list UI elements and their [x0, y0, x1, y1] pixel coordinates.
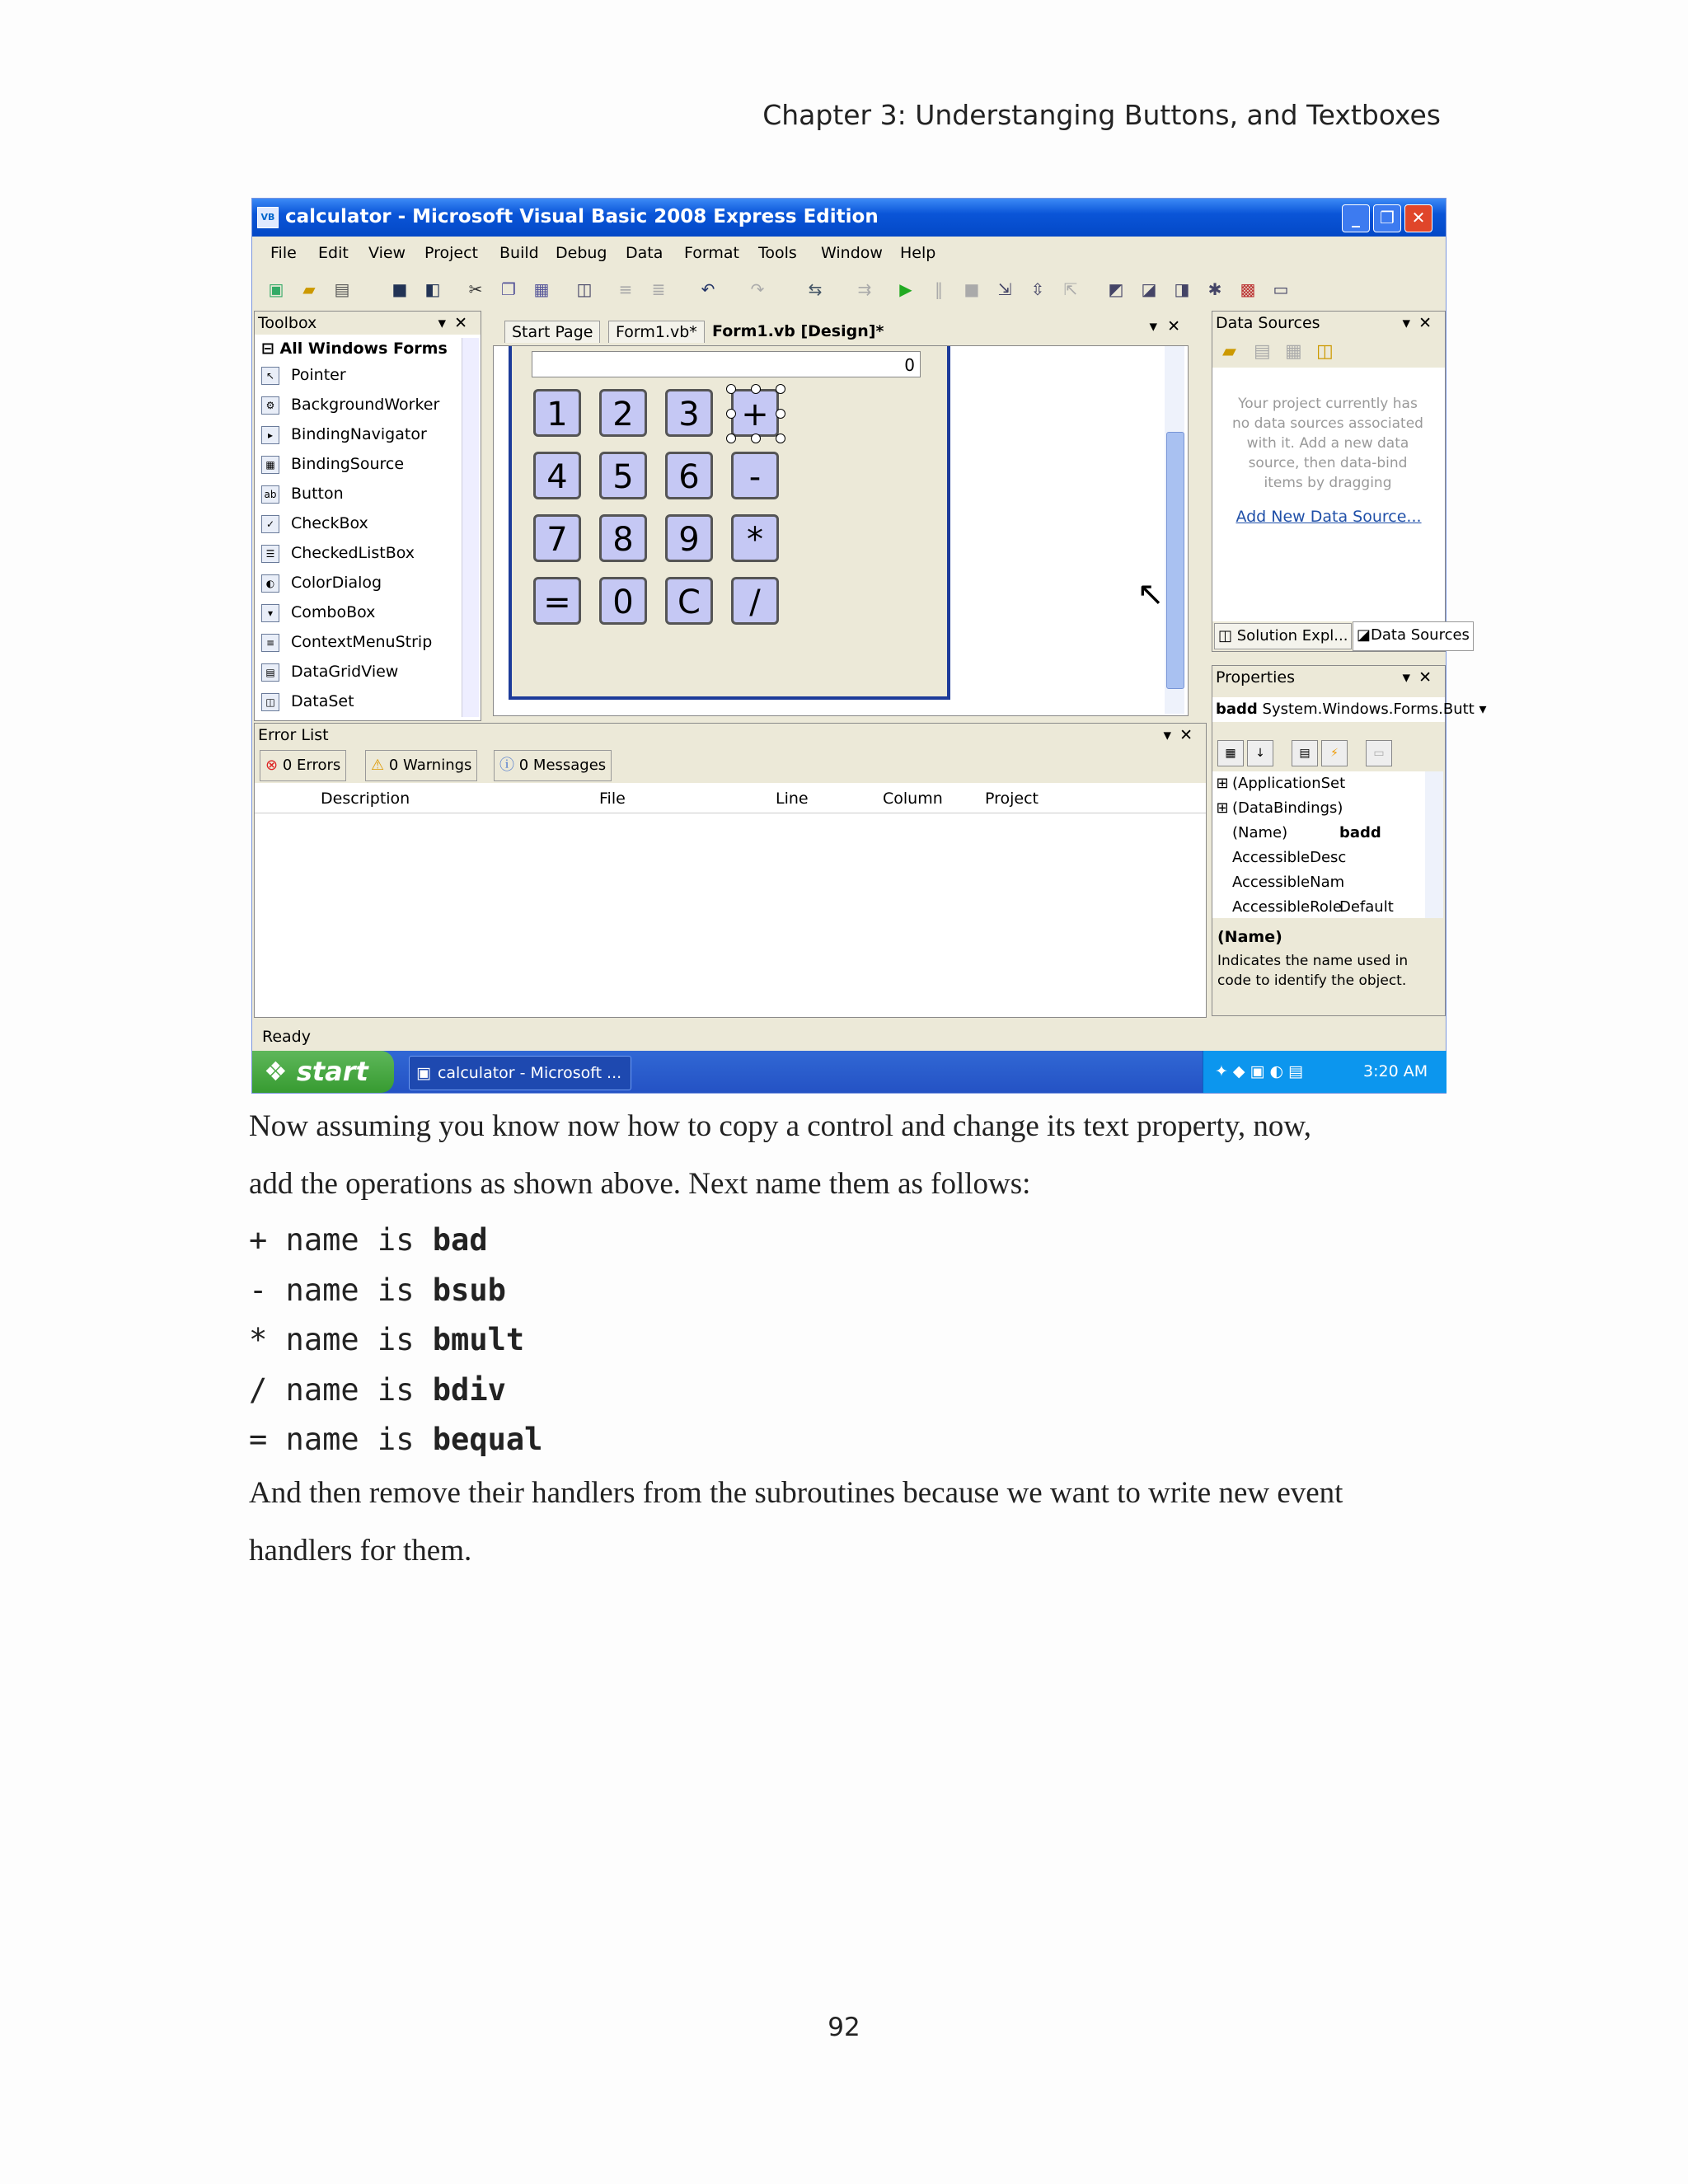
running-header: Chapter 3: Understanging Buttons, and Textboxes: [762, 99, 1441, 131]
designer-area: [485, 311, 1208, 719]
start-page-icon[interactable]: ▭: [1273, 279, 1289, 299]
error-list-header: [255, 724, 1206, 747]
column-line[interactable]: Line: [776, 790, 809, 808]
panel-controls[interactable]: ▾✕: [1402, 314, 1440, 332]
vb-app-icon: VB: [257, 207, 279, 228]
pointer-icon: ↖: [261, 367, 279, 385]
button-equals[interactable]: =: [533, 577, 581, 625]
add-item-icon[interactable]: ▤: [334, 279, 350, 299]
property-row[interactable]: ⊞ (ApplicationSet: [1216, 775, 1346, 792]
page-number: 92: [828, 2013, 860, 2042]
object-selector[interactable]: badd System.Windows.Forms.Butt ▾: [1212, 697, 1445, 722]
designer-tab-controls[interactable]: ▾✕: [1149, 317, 1190, 335]
save-all-icon[interactable]: ◧: [424, 279, 441, 299]
menu-help[interactable]: Help: [900, 244, 936, 262]
button-subtract[interactable]: -: [731, 452, 779, 499]
dataset-icon: ◫: [261, 693, 279, 711]
windows-flag-icon: ❖: [264, 1056, 288, 1087]
bindingnavigator-icon: ▸: [261, 426, 279, 444]
property-pages-icon[interactable]: ▭: [1366, 740, 1392, 766]
column-file[interactable]: File: [599, 790, 626, 808]
button-1[interactable]: 1: [533, 389, 581, 437]
outdent-icon[interactable]: ≣: [651, 279, 666, 299]
minimize-button[interactable]: _: [1342, 204, 1370, 232]
events-icon[interactable]: ⚡: [1321, 740, 1348, 766]
save-icon[interactable]: ■: [392, 279, 408, 299]
tab-data-sources[interactable]: ◪Data Sources: [1353, 621, 1474, 651]
panel-controls[interactable]: ▾✕: [438, 314, 476, 332]
contextmenustrip-icon: ≡: [261, 634, 279, 652]
property-grid: [1212, 771, 1425, 918]
toolbox-item-backgroundworker[interactable]: ⚙ BackgroundWorker: [261, 391, 439, 419]
tab-form1-code[interactable]: Form1.vb*: [608, 321, 705, 343]
edit-dataset-icon[interactable]: ▤: [1254, 341, 1271, 362]
warnings-filter-button[interactable]: ⚠ 0 Warnings: [365, 750, 477, 781]
selection-handle[interactable]: [726, 434, 736, 443]
toolbox-scrollbar[interactable]: [462, 338, 479, 717]
find-in-files-icon[interactable]: ◩: [1108, 279, 1124, 299]
warning-icon: ⚠: [371, 757, 385, 774]
menu-window[interactable]: Window: [821, 244, 883, 262]
property-description-text: Indicates the name used in code to identify the object.: [1217, 953, 1409, 989]
button-8[interactable]: 8: [599, 514, 647, 562]
toolbar: [252, 269, 1446, 311]
toolbox-item-checkbox[interactable]: ✓ CheckBox: [261, 509, 368, 537]
status-bar: Ready: [262, 1028, 311, 1046]
menu-format[interactable]: Format: [684, 244, 739, 262]
button-clear[interactable]: C: [665, 577, 713, 625]
start-debug-icon[interactable]: ▶: [899, 279, 912, 299]
selection-handle[interactable]: [726, 409, 736, 419]
bindingsource-icon: ▦: [261, 456, 279, 474]
property-row[interactable]: AccessibleNam: [1232, 874, 1345, 891]
toolbox-item-datagridview[interactable]: ▤ DataGridView: [261, 658, 398, 686]
error-list-panel: [254, 723, 1207, 1018]
data-sources-icon: ◪: [1357, 626, 1372, 644]
toolbox-item-pointer[interactable]: ↖ Pointer: [261, 361, 346, 389]
form1-window: [509, 346, 950, 700]
data-sources-header: [1212, 312, 1445, 335]
start-button[interactable]: ❖ start: [252, 1051, 394, 1093]
name-line: - name is bsub: [249, 1272, 506, 1308]
data-sources-message: Your project currently has no data sources associated with it. Add a new data source, then data-bind items by dragging: [1232, 396, 1423, 491]
property-description-title: (Name): [1217, 928, 1282, 946]
restore-button[interactable]: ❐: [1373, 204, 1401, 232]
menu-file[interactable]: File: [270, 244, 297, 262]
column-description[interactable]: Description: [321, 790, 410, 808]
title-bar: [252, 199, 1446, 237]
toolbox-item-colordialog[interactable]: ◐ ColorDialog: [261, 569, 382, 597]
button-add[interactable]: +: [731, 389, 779, 437]
button-5[interactable]: 5: [599, 452, 647, 499]
step-out-icon[interactable]: ⇱: [1063, 279, 1078, 299]
undo-icon[interactable]: ↶: [701, 279, 715, 299]
toolbox-panel: [254, 311, 481, 721]
menu-tools[interactable]: Tools: [758, 244, 797, 262]
add-new-data-source-link[interactable]: Add New Data Source...: [1236, 508, 1422, 526]
clock: 3:20 AM: [1363, 1062, 1428, 1080]
navigate-forward-icon[interactable]: ⇉: [857, 279, 872, 299]
properties-title: Properties: [1216, 668, 1296, 687]
name-line: + name is bad: [249, 1222, 488, 1258]
menu-project[interactable]: Project: [424, 244, 479, 262]
button-divide[interactable]: /: [731, 577, 779, 625]
toolbox-group-header[interactable]: ⊟ All Windows Forms: [261, 340, 448, 358]
toolbox-item-bindingnavigator[interactable]: ▸ BindingNavigator: [261, 420, 427, 448]
button-9[interactable]: 9: [665, 514, 713, 562]
toolbox-header: [255, 312, 481, 335]
redo-icon[interactable]: ↷: [750, 279, 765, 299]
property-row[interactable]: AccessibleRoleDefault: [1232, 898, 1394, 916]
design-surface: [493, 345, 1189, 716]
errors-filter-button[interactable]: ⊗ 0 Errors: [260, 750, 346, 781]
indent-icon[interactable]: ≡: [618, 279, 633, 299]
menu-view[interactable]: View: [368, 244, 406, 262]
property-scrollbar[interactable]: [1425, 771, 1443, 918]
taskbar-calculator-task[interactable]: ▣ calculator - Microsoft ...: [409, 1056, 631, 1090]
button-0[interactable]: 0: [599, 577, 647, 625]
checkbox-icon: ✓: [261, 515, 279, 533]
solution-explorer-icon[interactable]: ◪: [1141, 279, 1157, 299]
info-icon: ⓘ: [499, 757, 514, 774]
open-folder-icon[interactable]: ▰: [302, 279, 316, 299]
ide-screenshot: [251, 198, 1487, 1094]
colordialog-icon: ◐: [261, 574, 279, 593]
copy-icon[interactable]: ❐: [501, 279, 516, 299]
toolbox-title: Toolbox: [258, 314, 317, 332]
tab-solution-explorer[interactable]: ◫ Solution Expl...: [1214, 623, 1352, 649]
toolbox-item-dataset[interactable]: ◫ DataSet: [261, 687, 354, 715]
tray-icons[interactable]: ✦◆▣◐▤: [1215, 1062, 1309, 1080]
property-row[interactable]: (Name) badd: [1232, 824, 1381, 841]
toolbox-item-combobox[interactable]: ▾ ComboBox: [261, 598, 375, 626]
menu-debug[interactable]: Debug: [556, 244, 607, 262]
stop-icon[interactable]: ■: [964, 279, 980, 299]
property-row[interactable]: AccessibleDesc: [1232, 849, 1347, 866]
selection-handle[interactable]: [726, 384, 736, 394]
button-3[interactable]: 3: [665, 389, 713, 437]
name-line: / name is bdiv: [249, 1372, 506, 1408]
error-list-column-header: [255, 786, 1206, 813]
toolbox-item-button[interactable]: ab Button: [261, 480, 344, 508]
button-6[interactable]: 6: [665, 452, 713, 499]
designer-scrollbar[interactable]: [1165, 346, 1184, 714]
new-project-icon[interactable]: ▣: [268, 279, 284, 299]
add-datasource-icon[interactable]: ▰: [1222, 341, 1236, 362]
toolbox-item-bindingsource[interactable]: ▦ BindingSource: [261, 450, 404, 478]
window-title: calculator - Microsoft Visual Basic 2008 Express Edition: [285, 206, 879, 227]
panel-controls[interactable]: ▾✕: [1163, 726, 1201, 744]
menu-edit[interactable]: Edit: [318, 244, 349, 262]
properties-window-icon[interactable]: ◨: [1174, 279, 1190, 299]
selection-handle[interactable]: [751, 434, 761, 443]
backgroundworker-icon: ⚙: [261, 396, 279, 415]
mouse-cursor-icon: ↖: [1137, 575, 1165, 613]
button-7[interactable]: 7: [533, 514, 581, 562]
tab-start-page[interactable]: Start Page: [504, 321, 600, 343]
solution-explorer-icon: ◫: [1218, 627, 1233, 644]
refresh-icon[interactable]: ◫: [1316, 341, 1334, 362]
button-icon: ab: [261, 485, 279, 504]
pause-icon[interactable]: ‖: [935, 279, 943, 299]
selection-handle[interactable]: [776, 434, 785, 443]
step-into-icon[interactable]: ⇲: [997, 279, 1012, 299]
error-icon: ⊗: [265, 757, 279, 774]
data-sources-tabs: [1212, 621, 1470, 651]
display-textbox[interactable]: 0: [532, 351, 921, 377]
name-line: = name is bequal: [249, 1422, 543, 1457]
toolbox-item-contextmenustrip[interactable]: ≡ ContextMenuStrip: [261, 628, 432, 656]
panel-controls[interactable]: ▾✕: [1402, 668, 1440, 687]
paragraph-1-line-1: Now assuming you know now how to copy a control and change its text property, now,: [249, 1109, 1311, 1143]
menu-data[interactable]: Data: [626, 244, 663, 262]
menu-bar: [252, 237, 1446, 269]
paragraph-2-line-1: And then remove their handlers from the subroutines because we want to write new event: [249, 1476, 1343, 1510]
cut-icon[interactable]: ✂: [468, 279, 483, 299]
column-column[interactable]: Column: [883, 790, 943, 808]
step-over-icon[interactable]: ⇳: [1030, 279, 1045, 299]
close-button[interactable]: ✕: [1404, 204, 1432, 232]
combobox-icon: ▾: [261, 604, 279, 622]
data-sources-title: Data Sources: [1216, 314, 1320, 332]
column-project[interactable]: Project: [985, 790, 1039, 808]
selection-handle[interactable]: [776, 409, 785, 419]
menu-build[interactable]: Build: [499, 244, 539, 262]
navigate-icon[interactable]: ⇆: [808, 279, 823, 299]
selection-handle[interactable]: [776, 384, 785, 394]
find-icon[interactable]: ◫: [576, 279, 593, 299]
property-row[interactable]: ⊞ (DataBindings): [1216, 799, 1343, 817]
selection-handle[interactable]: [751, 384, 761, 394]
messages-filter-button[interactable]: ⓘ 0 Messages: [494, 750, 612, 781]
paragraph-1-line-2: add the operations as shown above. Next name them as follows:: [249, 1167, 1031, 1201]
paragraph-2-line-2: handlers for them.: [249, 1534, 472, 1568]
categorized-icon[interactable]: ▦: [1217, 740, 1244, 766]
toolbox-icon[interactable]: ▩: [1240, 279, 1256, 299]
toolbox-item-checkedlistbox[interactable]: ☰ CheckedListBox: [261, 539, 415, 567]
alphabetical-icon[interactable]: ↓: [1247, 740, 1273, 766]
object-browser-icon[interactable]: ✱: [1207, 279, 1222, 299]
properties-header: [1212, 666, 1445, 689]
data-sources-panel: [1212, 311, 1470, 652]
system-tray: [1203, 1051, 1447, 1093]
error-list-title: Error List: [258, 726, 329, 744]
button-4[interactable]: 4: [533, 452, 581, 499]
configure-dataset-icon[interactable]: ▦: [1285, 341, 1302, 362]
button-2[interactable]: 2: [599, 389, 647, 437]
paste-icon[interactable]: ▦: [533, 279, 550, 299]
vb-task-icon: ▣: [416, 1064, 431, 1082]
name-line: * name is bmult: [249, 1322, 525, 1357]
checkedlistbox-icon: ☰: [261, 545, 279, 563]
scroll-thumb[interactable]: [1166, 432, 1184, 689]
taskbar: [252, 1051, 1446, 1093]
tab-form1-design[interactable]: Form1.vb [Design]*: [712, 322, 884, 340]
button-multiply[interactable]: *: [731, 514, 779, 562]
properties-panel: [1212, 665, 1487, 1016]
data-sources-toolbar: [1212, 335, 1445, 368]
properties-view-icon[interactable]: ▤: [1292, 740, 1318, 766]
add-data-source-link-wrap: [1212, 508, 1445, 526]
datagridview-icon: ▤: [261, 663, 279, 682]
toolbox-group-label: All Windows Forms: [279, 340, 448, 358]
